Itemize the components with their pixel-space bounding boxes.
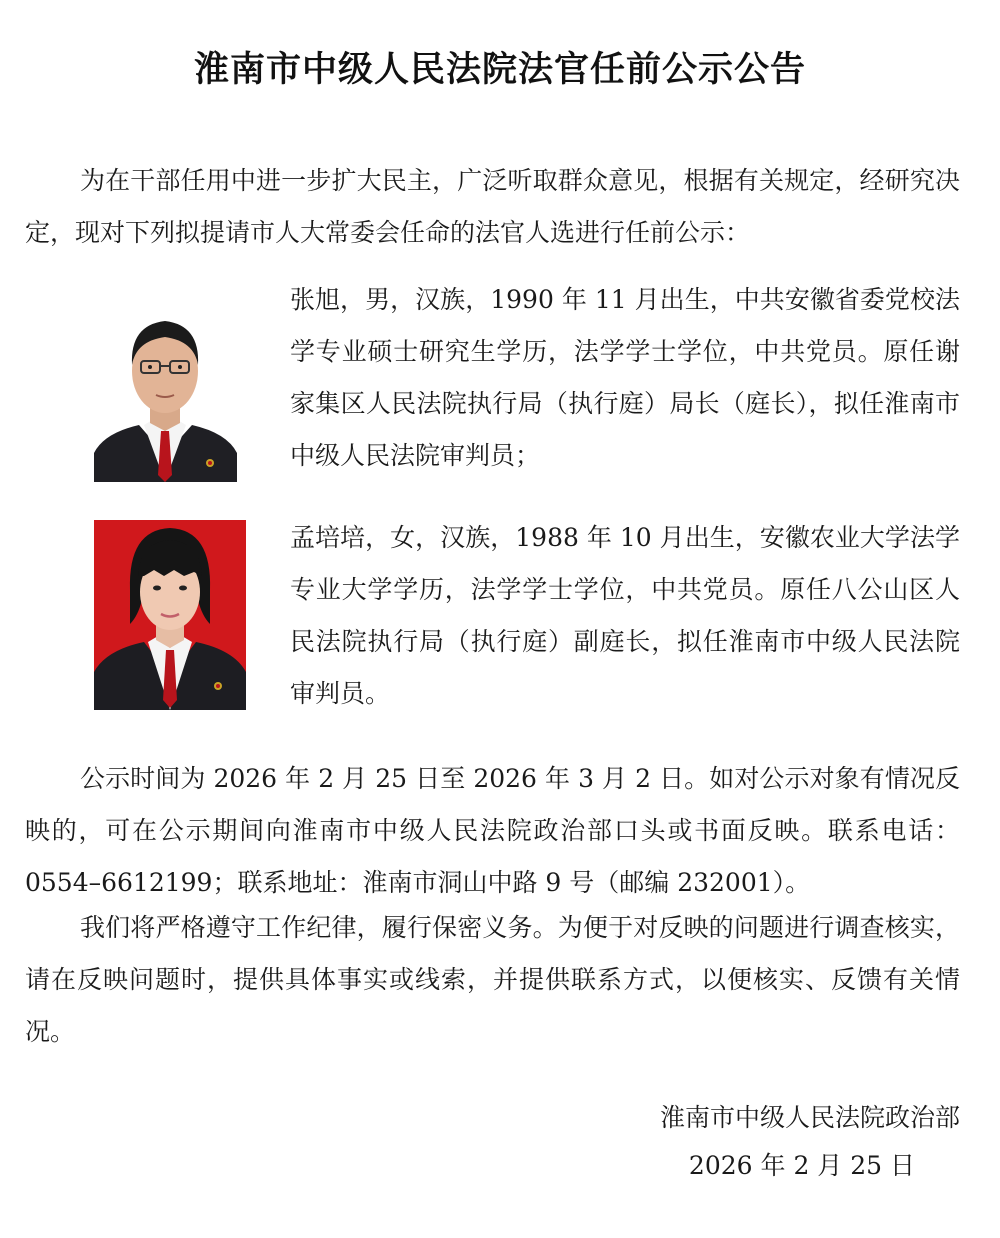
signature-date: 2026 年 2 月 25 日: [688, 1151, 915, 1180]
page-title: 淮南市中级人民法院法官任前公示公告: [193, 50, 806, 90]
confidentiality-paragraph: 我们将严格遵守工作纪律，履行保密义务。为便于对反映的问题进行调查核实，请在反映问题时，提供具体事实或线索，并提供联系方式，以便核实、反馈有关情况。: [25, 913, 960, 1046]
candidate-bio-zhangxu: 张旭，男，汉族，1990 年 11 月出生，中共安徽省委党校法学专业硕士研究生学历，法学学士学位，中共党员。原任谢家集区人民法院执行局（执行庭）局长（庭长），拟任淮南市中级人民法院审判员；: [290, 285, 960, 470]
signature-organization: 淮南市中级人民法院政治部: [659, 1103, 960, 1132]
candidate-photo-zhangxu: [94, 305, 237, 482]
candidate-photo-mengpeipei: [94, 520, 246, 710]
intro-paragraph: 为在干部任用中进一步扩大民主，广泛听取群众意见，根据有关规定，经研究决定，现对下列拟提请市人大常委会任命的法官人选进行任前公示：: [25, 166, 960, 247]
candidate-bio-mengpeipei: 孟培培，女，汉族，1988 年 10 月出生，安徽农业大学法学专业大学学历，法学学士学位，中共党员。原任八公山区人民法院执行局（执行庭）副庭长，拟任淮南市中级人民法院审判员。: [290, 523, 960, 708]
publicity-period-paragraph: 公示时间为 2026 年 2 月 25 日至 2026 年 3 月 2 日。如对公示对象有情况反映的，可在公示期间向淮南市中级人民法院政治部口头或书面反映。联系电话：0554–6612199；联系地址：淮南市洞山中路 9 号（邮编 232001）。: [25, 764, 960, 897]
